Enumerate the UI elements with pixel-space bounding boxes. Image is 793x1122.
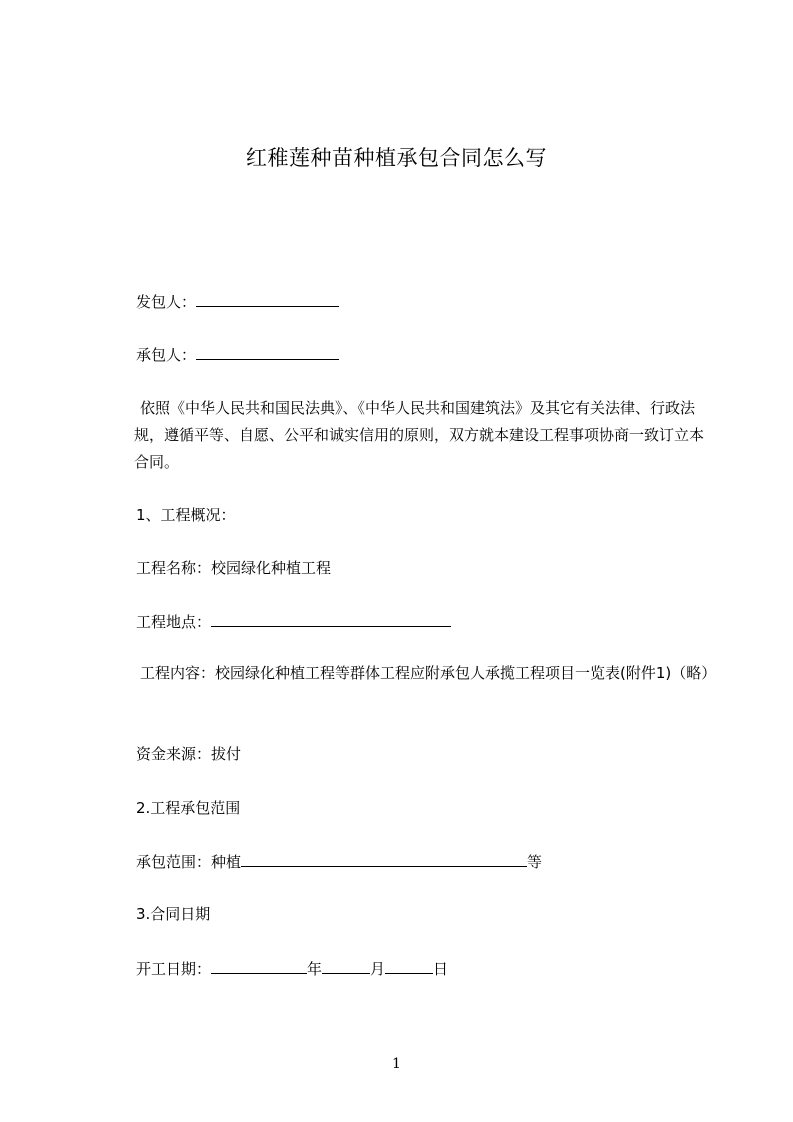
start-date-day-blank [385,958,433,974]
day-label: 日 [433,960,449,978]
section-2-heading: 2.工程承包范围 [136,799,241,817]
issuer-line [136,291,339,312]
scope-line [136,851,542,872]
contractor-label: 承包人： [136,346,197,364]
month-label: 月 [370,960,386,978]
project-content-paragraph [134,660,717,687]
section-1-heading: 1、工程概况： [136,506,236,524]
start-date-year-blank [211,958,307,974]
scope-label: 承包范围：种植 [136,853,242,871]
project-location-line [136,611,451,632]
intro-text: 依照《中华人民共和国民法典》、《中华人民共和国建筑法》及其它有关法律、行政法规，遵循平等、自愿、公平和诚实信用的原则，双方就本建设工程事项协商一致订立本合同。 [134,399,705,471]
project-name: 工程名称：校园绿化种植工程 [136,559,332,577]
scope-blank [241,851,527,867]
year-label: 年 [307,960,323,978]
page-number: 1 [392,1056,401,1072]
issuer-blank [196,291,339,307]
start-date-line [136,958,448,979]
start-date-month-blank [322,958,370,974]
contractor-line [136,344,339,365]
document-title: 红稚莲种苗种植承包合同怎么写 [246,146,547,170]
project-location-blank [211,611,451,627]
project-location-label: 工程地点： [136,613,212,631]
intro-paragraph [134,395,714,476]
scope-suffix: 等 [527,853,543,871]
section-3-heading: 3.合同日期 [136,905,211,923]
funding-line: 资金来源：拔付 [136,745,242,763]
issuer-label: 发包人： [136,293,197,311]
project-content-text: 工程内容：校园绿化种植工程等群体工程应附承包人承揽工程项目一览表(附件1)（略） [140,664,717,682]
contractor-blank [196,344,339,360]
start-date-label: 开工日期： [136,960,212,978]
